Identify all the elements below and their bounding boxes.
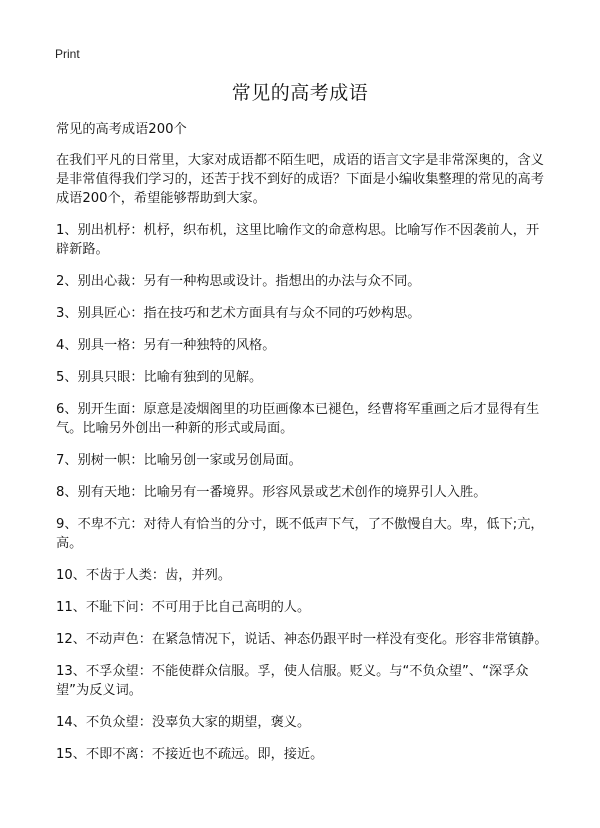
idiom-item: 13、不孚众望：不能使群众信服。孚，使人信服。贬义。与“不负众望”、“深孚众望”为反义词。 bbox=[56, 664, 529, 698]
intro-paragraph: 在我们平凡的日常里，大家对成语都不陌生吧，成语的语言文字是非常深奥的，含义是非常值得我们学习的，还苦于找不到好的成语？下面是小编收集整理的常见的高考成语200个，希望能够帮助到大家。 bbox=[56, 153, 544, 206]
idiom-item: 3、别具匠心：指在技巧和艺术方面具有与众不同的巧妙构思。 bbox=[56, 306, 421, 321]
idiom-item: 1、别出机杼：机杼，织布机，这里比喻作文的命意构思。比喻写作不因袭前人，开辟新路。 bbox=[56, 223, 540, 257]
idiom-item: 10、不齿于人类：齿，并列。 bbox=[56, 568, 232, 583]
idiom-item: 5、别具只眼：比喻有独到的见解。 bbox=[56, 370, 263, 385]
idiom-item: 7、别树一帜：比喻另创一家或另创局面。 bbox=[56, 453, 302, 468]
document-subtitle: 常见的高考成语200个 bbox=[56, 122, 187, 137]
idiom-item: 14、不负众望：没辜负大家的期望，褒义。 bbox=[56, 715, 311, 730]
idiom-item: 12、不动声色：在紧急情况下，说话、神态仍跟平时一样没有变化。形容非常镇静。 bbox=[56, 632, 548, 647]
idiom-item: 11、不耻下问：不可用于比自己高明的人。 bbox=[56, 600, 311, 615]
idiom-item: 4、别具一格：另有一种独特的风格。 bbox=[56, 338, 276, 353]
page-title: 常见的高考成语 bbox=[231, 82, 369, 104]
idiom-list bbox=[56, 221, 550, 764]
print-label: Print bbox=[55, 47, 80, 61]
document-body bbox=[56, 120, 550, 777]
idiom-item: 2、别出心裁：另有一种构思或设计。指想出的办法与众不同。 bbox=[56, 274, 421, 289]
idiom-item: 8、别有天地：比喻另有一番境界。形容风景或艺术创作的境界引人入胜。 bbox=[56, 485, 487, 500]
idiom-item: 9、不卑不亢：对待人有恰当的分寸，既不低声下气，了不傲慢自大。卑，低下;亢，高。 bbox=[56, 517, 544, 551]
idiom-item: 15、不即不离：不接近也不疏远。即，接近。 bbox=[56, 747, 324, 762]
idiom-item: 6、别开生面：原意是凌烟阁里的功臣画像本已褪色，经曹将军重画之后才显得有生气。比喻另外创出一种新的形式或局面。 bbox=[56, 402, 540, 436]
